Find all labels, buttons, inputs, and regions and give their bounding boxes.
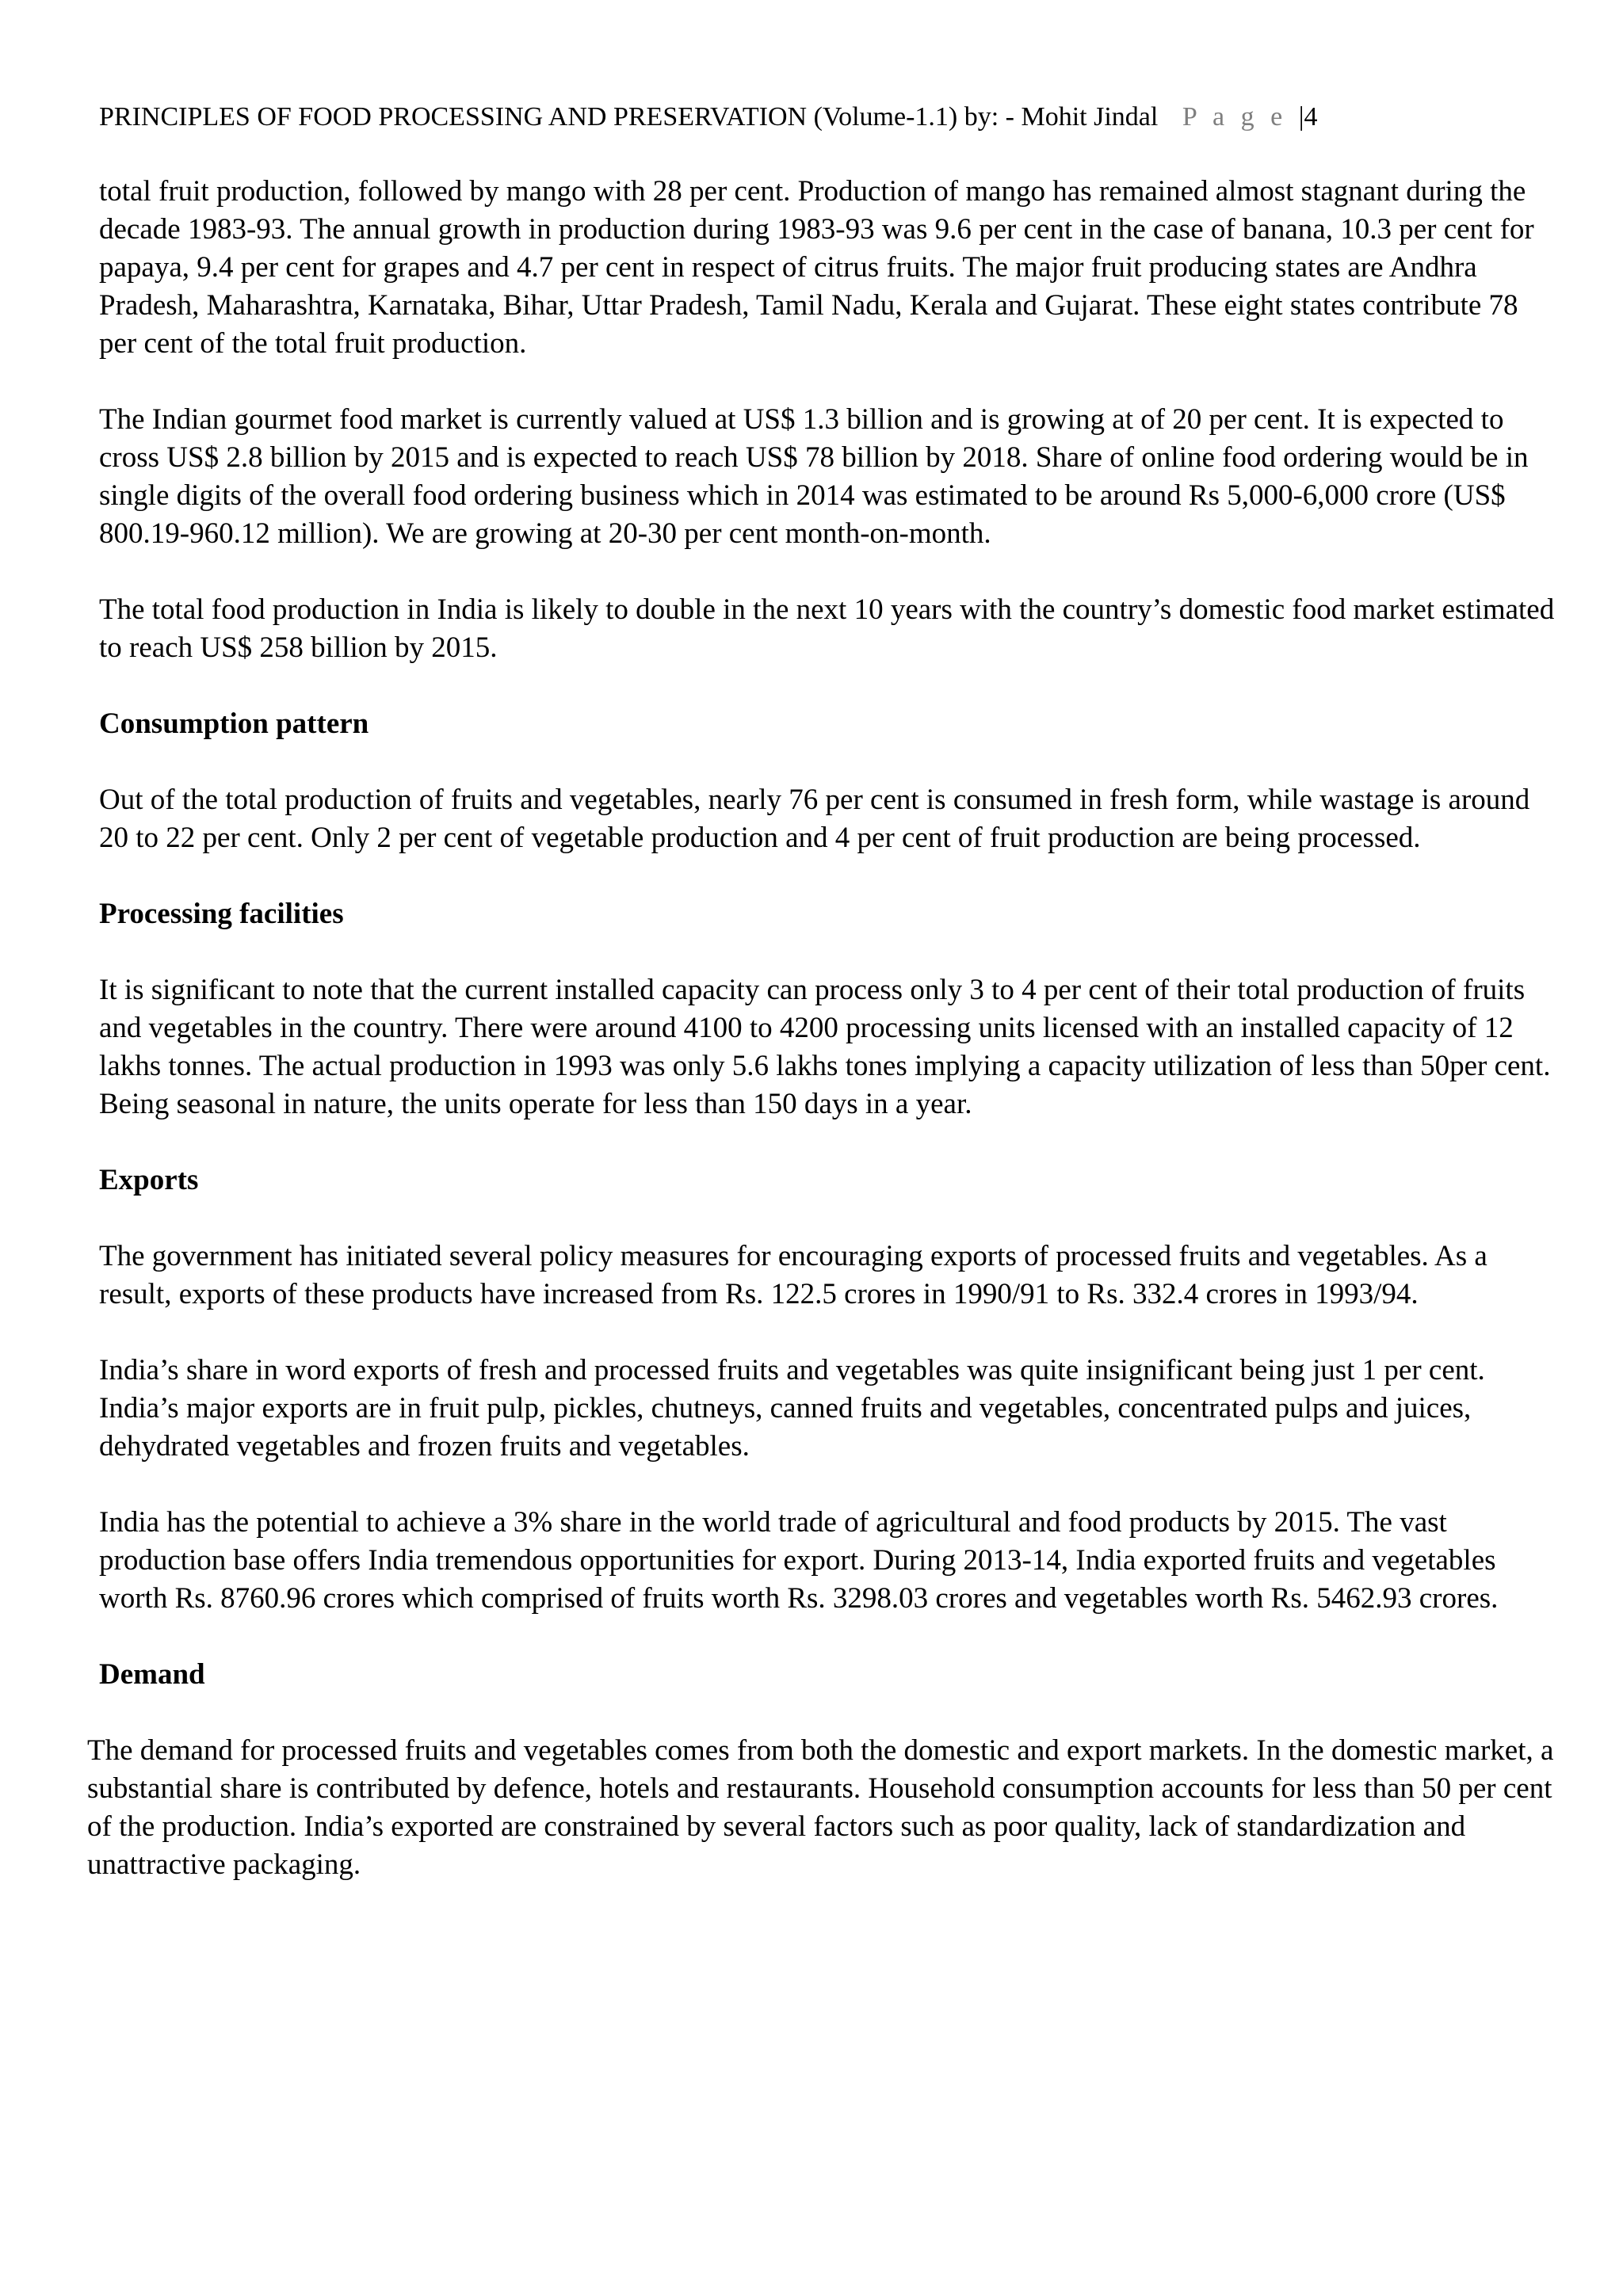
- running-header: [99, 98, 1318, 136]
- heading-demand: Demand: [99, 1658, 205, 1691]
- paragraph-gourmet-market: The Indian gourmet food market is currently valued at US$ 1.3 billion and is growing at of 20 per cent. It is expected to cross US$ 2.8 billion by 2015 and is expected to reach US$ 78 billion by 2018. Share of online food ordering would be in single digits of the overall food ordering business which in 2014 was estimated to be around Rs 5,000-6,000 crore (US$ 800.19-960.12 million). We are growing at 20-30 per cent month-on-month.: [99, 403, 1529, 550]
- heading-processing-facilities: Processing facilities: [99, 898, 344, 930]
- paragraph-exports-potential: India has the potential to achieve a 3% share in the world trade of agricultural and food products by 2015. The vast production base offers India tremendous opportunities for export. During 2013-14, India exported fruits and vegetables worth Rs. 8760.96 crores which comprised of fruits worth Rs. 3298.03 crores and vegetables worth Rs. 5462.93 crores.: [99, 1506, 1499, 1615]
- page-label: P a g e: [1182, 102, 1288, 132]
- paragraph-exports-share: India’s share in word exports of fresh and processed fruits and vegetables was quite insignificant being just 1 per cent. India’s major exports are in fruit pulp, pickles, chutneys, canned fruits and vegetables, concentrated pulps and juices, dehydrated vegetables and frozen fruits and vegetables.: [99, 1354, 1485, 1463]
- paragraph-food-production: The total food production in India is likely to double in the next 10 years with the country’s domestic food market estimated to reach US$ 258 billion by 2015.: [99, 593, 1555, 664]
- header-title: PRINCIPLES OF FOOD PROCESSING AND PRESERVATION (Volume-1.1) by: - Mohit Jindal: [99, 102, 1159, 132]
- paragraph-demand: The demand for processed fruits and vegetables comes from both the domestic and export markets. In the domestic market, a substantial share is contributed by defence, hotels and restaurants. Household consumption accounts for less than 50 per cent of the production. India’s exported are constrained by several factors such as poor quality, lack of standardization and unattractive packaging.: [87, 1734, 1554, 1881]
- page-number: 4: [1304, 102, 1318, 132]
- paragraph-consumption: Out of the total production of fruits and vegetables, nearly 76 per cent is consumed in fresh form, while wastage is around 20 to 22 per cent. Only 2 per cent of vegetable production and 4 per cent of fruit production are being processed.: [99, 784, 1530, 854]
- document-body: [87, 173, 1557, 1922]
- paragraph-fruit-production: total fruit production, followed by mango with 28 per cent. Production of mango has remained almost stagnant during the decade 1983-93. The annual growth in production during 1983-93 was 9.6 per cent in the case of banana, 10.3 per cent for papaya, 9.4 per cent for grapes and 4.7 per cent in respect of citrus fruits. The major fruit producing states are Andhra Pradesh, Maharashtra, Karnataka, Bihar, Uttar Pradesh, Tamil Nadu, Kerala and Gujarat. These eight states contribute 78 per cent of the total fruit production.: [99, 175, 1534, 360]
- heading-exports: Exports: [99, 1164, 199, 1196]
- page-separator: |: [1298, 102, 1304, 132]
- paragraph-exports-policy: The government has initiated several policy measures for encouraging exports of processed fruits and vegetables. As a result, exports of these products have increased from Rs. 122.5 crores in 1990/91 to Rs. 332.4 crores in 1993/94.: [99, 1240, 1487, 1310]
- paragraph-processing: It is significant to note that the current installed capacity can process only 3 to 4 per cent of their total production of fruits and vegetables in the country. There were around 4100 to 4200 processing units licensed with an installed capacity of 12 lakhs tonnes. The actual production in 1993 was only 5.6 lakhs tones implying a capacity utilization of less than 50per cent. Being seasonal in nature, the units operate for less than 150 days in a year.: [99, 974, 1551, 1120]
- heading-consumption-pattern: Consumption pattern: [99, 707, 369, 740]
